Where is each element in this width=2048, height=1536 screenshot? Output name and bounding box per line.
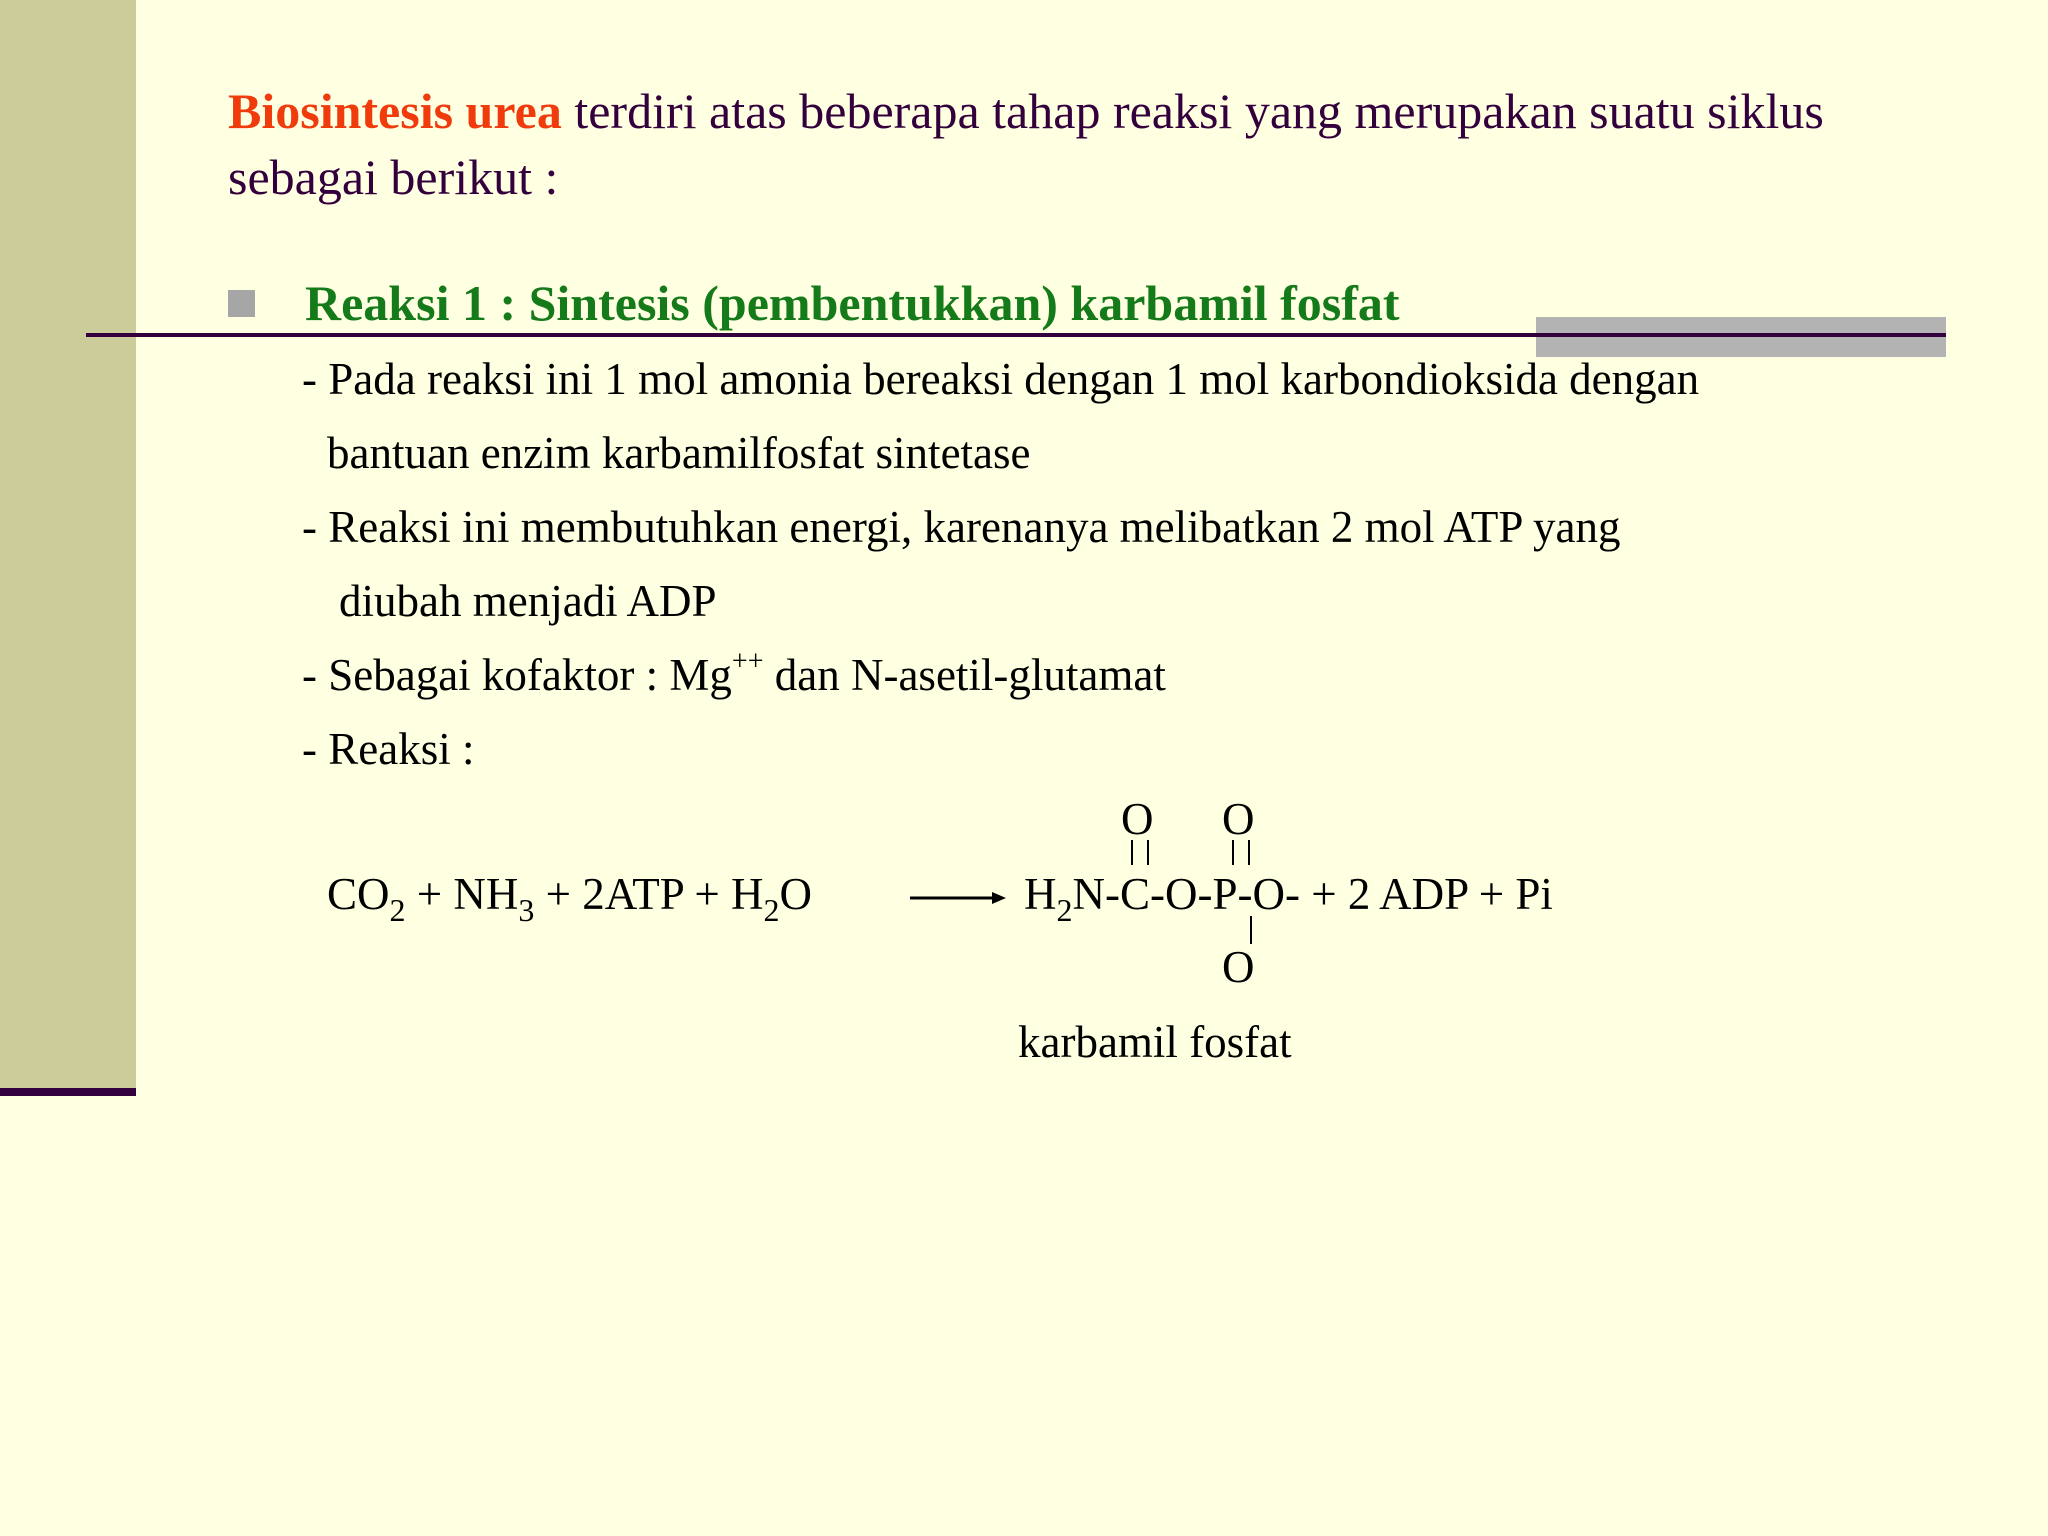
bullet-1-line-2: bantuan enzim karbamilfosfat sintetase bbox=[327, 428, 1031, 478]
intro-highlight: Biosintesis urea bbox=[228, 83, 562, 139]
bullet-2-line-1: - Reaksi ini membutuhkan energi, karenanya melibatkan 2 mol ATP yang bbox=[302, 502, 1621, 552]
atp-h-text: + 2ATP + H bbox=[534, 869, 764, 919]
bullet-1-line-1: - Pada reaksi ini 1 mol amonia bereaksi dengan 1 mol karbondioksida dengan bbox=[302, 354, 1700, 404]
bullet-2-line-2: diubah menjadi ADP bbox=[339, 576, 717, 626]
h2n-h-text: H bbox=[1024, 869, 1057, 919]
phosphate-oxygen-bottom: O bbox=[1222, 942, 1255, 992]
bullet-3-prefix: - Sebagai kofaktor : Mg bbox=[302, 650, 732, 700]
phosphoryl-oxygen: O bbox=[1222, 794, 1255, 844]
co-subscript: 2 bbox=[389, 892, 406, 928]
nh-text: + NH bbox=[405, 869, 519, 919]
co-text: CO bbox=[327, 869, 390, 919]
water-o-text: O bbox=[779, 869, 812, 919]
product-caption: karbamil fosfat bbox=[1018, 1017, 1292, 1067]
carbamoyl-chain: N-C-O-P-O- bbox=[1072, 869, 1300, 919]
mg-charge: ++ bbox=[731, 646, 764, 677]
products-text: + 2 ADP + Pi bbox=[1299, 869, 1553, 919]
h-subscript: 2 bbox=[763, 892, 780, 928]
section-heading: Reaksi 1 : Sintesis (pembentukkan) karbamil fosfat bbox=[305, 275, 1400, 331]
h2n-subscript: 2 bbox=[1056, 892, 1073, 928]
bullet-3-suffix: dan N-asetil-glutamat bbox=[763, 650, 1166, 700]
bullet-4: - Reaksi : bbox=[302, 724, 475, 774]
nh-subscript: 3 bbox=[518, 892, 535, 928]
carbonyl-oxygen: O bbox=[1121, 794, 1154, 844]
intro-text: terdiri atas beberapa tahap reaksi yang merupakan suatu siklus sebagai berikut : bbox=[228, 83, 1824, 205]
